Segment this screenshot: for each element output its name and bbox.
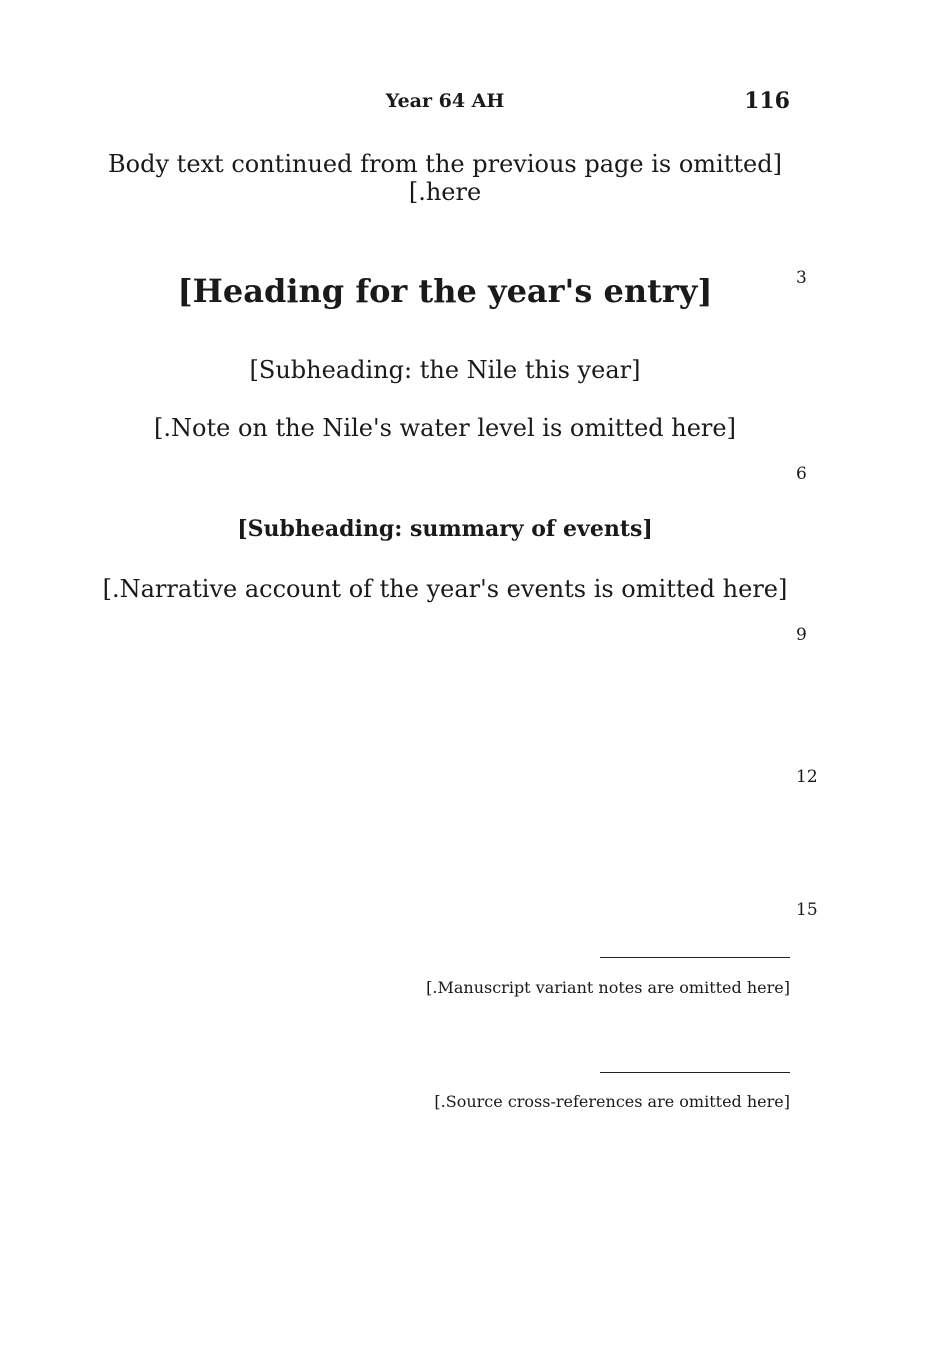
line-number: 12 [796, 767, 818, 787]
events-heading: [Subheading: summary of events] [237, 516, 653, 542]
section-title: [Heading for the year's entry] [177, 272, 713, 310]
running-head-year: Year 64 AH [385, 90, 505, 112]
reference-notes: [Source cross-references are omitted here.] [434, 1092, 790, 1111]
running-head [100, 88, 790, 118]
line-number: 3 [796, 268, 807, 288]
variant-notes: [Manuscript variant notes are omitted here.] [426, 978, 790, 997]
footnote-rule [600, 1072, 790, 1073]
nile-text: [Note on the Nile's water level is omitted here.] [154, 414, 736, 442]
line-number: 6 [796, 464, 807, 484]
footnote-rule [600, 957, 790, 958]
line-number: 15 [796, 900, 818, 920]
line-number: 9 [796, 625, 807, 645]
nile-heading: [Subheading: the Nile this year] [249, 356, 641, 384]
page-number: 116 [744, 88, 790, 114]
events-text: [Narrative account of the year's events is omitted here.] [102, 575, 788, 603]
opening-text: [Body text continued from the previous page is omitted here.] [108, 150, 782, 206]
